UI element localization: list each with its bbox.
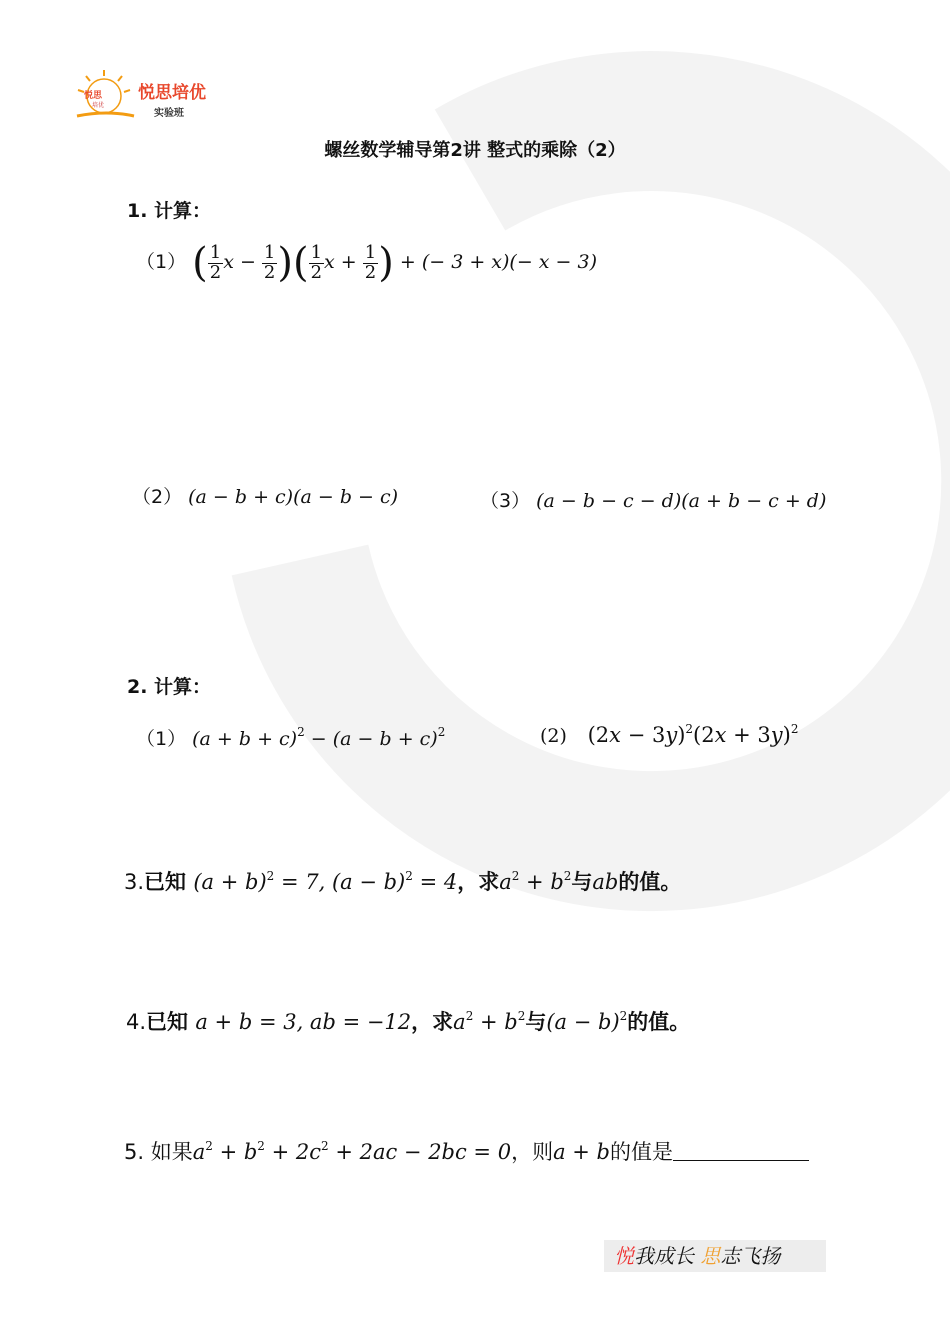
q5-number: 5. [124, 1140, 145, 1164]
q2-part1-expr: $(a + b + c)^2 - (a - b + c)^2$ [192, 725, 446, 750]
page-title: 螺丝数学辅导第2讲 整式的乘除（2） [324, 140, 626, 161]
q5-target: a + b [553, 1140, 610, 1164]
q3-number: 3. [124, 870, 145, 894]
q3-text-a: 已知 [144, 870, 187, 894]
q5-answer-blank [673, 1144, 809, 1161]
q3 [124, 866, 681, 896]
sun-icon [72, 66, 142, 126]
q1-part1-label: （1） [136, 251, 187, 273]
q5-condition: $a^2 + b^2 + 2c^2 + 2ac - 2bc = 0$ [192, 1139, 512, 1164]
q3-text-c: 与 [571, 870, 593, 894]
logo-badge-bottom: 培优 [92, 102, 105, 109]
q5-text-b: ，则 [511, 1140, 554, 1164]
q4-given: a + b = 3, ab = −12 [195, 1010, 412, 1034]
q4-number: 4. [126, 1010, 147, 1034]
q1-part2-expr: (a − b + c)(a − b − c) [188, 486, 399, 508]
q5 [124, 1136, 809, 1166]
footer-slogan [604, 1240, 826, 1272]
q1-part3-label: （3） [480, 490, 531, 512]
brand-logo [72, 66, 222, 126]
footer-text-1: 我成长 [634, 1244, 701, 1268]
q2-part2-label: (2) [540, 725, 567, 747]
q1-part3 [480, 486, 826, 513]
q3-given: $(a + b)^2 = 7$, $(a - b)^2 = 4$ [193, 869, 458, 894]
q1-heading: 1. 计算： [127, 200, 212, 222]
logo-badge-top: 悦思 [84, 91, 103, 101]
q4-text-a: 已知 [146, 1010, 189, 1034]
q3-text-d: 的值。 [618, 870, 682, 894]
q5-text-a: 如果 [150, 1140, 193, 1164]
q1-part1 [136, 240, 597, 286]
footer-char-red: 悦 [614, 1244, 634, 1268]
q1-part1-expr: ( $\frac{1}{2}$ x − $\frac{1}{2}$ )( $\frac{1}{2}$ x + $\frac{1}{2}$ ) + (− 3 + x)(− x − 3) [192, 240, 598, 286]
logo-subtitle: 实验班 [154, 108, 184, 119]
q4-target-2: $(a - b)^2$ [546, 1009, 628, 1034]
q3-text-b: ，求 [457, 870, 500, 894]
q2-part2-expr: $(2x - 3y)^2(2x + 3y)^2$ [587, 722, 799, 747]
q5-text-c: 的值是 [610, 1140, 673, 1164]
q4-text-d: 的值。 [627, 1010, 691, 1034]
q1-part3-expr: (a − b − c − d)(a + b − c + d) [536, 490, 827, 512]
q4 [126, 1006, 690, 1036]
q1-part2-label: （2） [132, 486, 183, 508]
logo-brand-text: 悦思培优 [138, 83, 206, 103]
q1-part2 [132, 482, 398, 509]
q4-target-1: $a^2 + b^2$ [453, 1009, 526, 1034]
footer-text-2: 志飞扬 [720, 1244, 781, 1268]
q2-part1 [136, 724, 445, 751]
q3-target-1: $a^2 + b^2$ [499, 869, 572, 894]
q3-target-2: ab [592, 870, 619, 894]
q2-part2 [540, 722, 798, 747]
q4-text-b: ，求 [411, 1010, 454, 1034]
footer-char-orange: 思 [700, 1244, 721, 1268]
q2-part1-label: （1） [136, 728, 187, 750]
q4-text-c: 与 [525, 1010, 547, 1034]
q2-heading: 2. 计算： [127, 676, 212, 698]
